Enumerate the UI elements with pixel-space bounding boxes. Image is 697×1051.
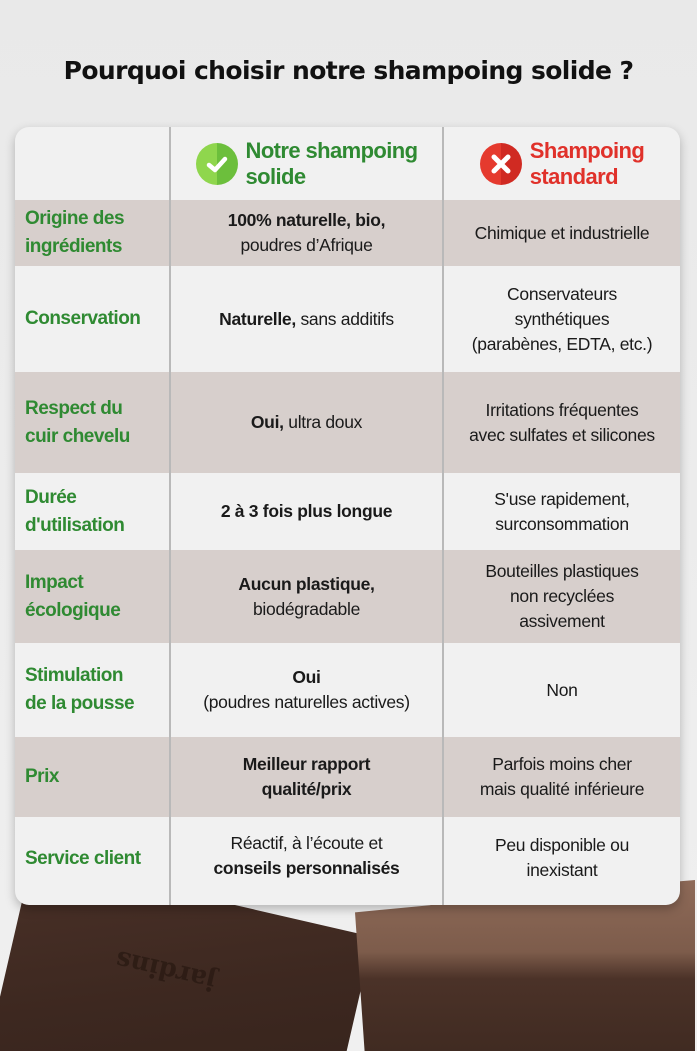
ours-text-bold: 100% naturelle, bio, [227, 210, 386, 230]
criterion-text: Service client [25, 848, 141, 869]
table-row [15, 737, 680, 817]
ours-text-bold: qualité/prix [261, 779, 352, 799]
standard-text: avec sulfates et silicones [469, 424, 655, 445]
standard-cell [444, 643, 680, 737]
ours-text-bold: conseils personnalisés [213, 858, 400, 878]
criterion-cell [15, 817, 169, 905]
standard-text: Non [546, 679, 578, 700]
standard-text: Conservateurs [507, 283, 617, 304]
standard-cell [444, 266, 680, 372]
x-circle-icon [480, 143, 522, 185]
standard-text: mais qualité inférieure [479, 779, 645, 799]
header-standard [444, 127, 680, 200]
criterion-text: écologique [25, 599, 121, 621]
criterion-cell [15, 266, 169, 372]
ours-text-bold: Oui, [250, 412, 284, 432]
ours-cell [169, 643, 444, 737]
standard-text: inexistant [526, 860, 598, 880]
criterion-text: cuir chevelu [25, 425, 130, 447]
ours-cell [169, 200, 444, 266]
standard-cell [444, 473, 680, 550]
standard-cell [444, 817, 680, 905]
criterion-cell [15, 200, 169, 266]
header-standard-line1: Shampoing [529, 137, 645, 163]
standard-text: Irritations fréquentes [485, 399, 639, 420]
standard-cell [444, 200, 680, 266]
standard-cell [444, 737, 680, 817]
soap-stamp-text: jardins [112, 943, 219, 997]
criterion-cell [15, 473, 169, 550]
page-title: Pourquoi choisir notre shampoing solide ? [63, 56, 634, 85]
criterion-text: Prix [25, 766, 59, 787]
header-ours [169, 127, 444, 200]
ours-cell [169, 550, 444, 643]
criterion-cell [15, 643, 169, 737]
header-ours-line1: Notre shampoing [245, 137, 418, 163]
standard-text: Bouteilles plastiques [485, 561, 639, 581]
ours-text: Réactif, à l’écoute et [230, 833, 383, 853]
ours-text-bold: Naturelle, [219, 308, 296, 329]
criterion-text: ingrédients [25, 236, 122, 257]
ours-text: sans additifs [295, 308, 394, 329]
criterion-text: Durée [25, 486, 77, 508]
criterion-text: Stimulation [25, 665, 123, 686]
ours-text: (poudres naturelles actives) [203, 692, 410, 712]
ours-cell [169, 372, 444, 473]
ours-text-bold: Aucun plastique, [238, 573, 375, 594]
criterion-cell [15, 550, 169, 643]
table-row [15, 200, 680, 266]
ours-text-bold: 2 à 3 fois plus longue [220, 501, 393, 521]
ours-cell [169, 737, 444, 817]
standard-cell [444, 372, 680, 473]
table-row [15, 473, 680, 550]
criterion-cell [15, 372, 169, 473]
ours-cell [169, 817, 444, 905]
check-circle-icon [196, 143, 238, 185]
standard-text: S'use rapidement, [494, 488, 630, 509]
ours-text: biodégradable [252, 598, 361, 619]
standard-text: Chimique et industrielle [474, 222, 650, 243]
table-row [15, 817, 680, 905]
ours-cell [169, 473, 444, 550]
criterion-text: Origine des [25, 208, 125, 229]
ours-text-bold: Oui [292, 667, 321, 687]
criterion-text: de la pousse [25, 693, 135, 714]
soap-bar-right-image [355, 880, 695, 1051]
table-row [15, 372, 680, 473]
table-row [15, 643, 680, 737]
standard-text: synthétiques [514, 308, 610, 329]
criterion-text: d'utilisation [25, 514, 125, 536]
standard-text: non recyclées [509, 586, 615, 606]
ours-text: poudres d’Afrique [240, 235, 373, 255]
header-ours-line2: solide [245, 163, 306, 189]
ours-text: ultra doux [283, 412, 363, 432]
table-row [15, 550, 680, 643]
standard-cell [444, 550, 680, 643]
standard-text: Parfois moins cher [492, 754, 632, 774]
standard-text: surconsommation [495, 513, 629, 534]
header-standard-line2: standard [529, 163, 618, 189]
standard-text: (parabènes, EDTA, etc.) [471, 333, 653, 354]
header-empty-cell [15, 127, 169, 200]
standard-text: assivement [519, 611, 605, 631]
ours-cell [169, 266, 444, 372]
criterion-text: Respect du [25, 397, 123, 419]
criterion-cell [15, 737, 169, 817]
table-row [15, 266, 680, 372]
criterion-text: Impact [25, 571, 84, 593]
table-header-row [15, 127, 680, 200]
criterion-text: Conservation [25, 308, 141, 329]
comparison-table [15, 127, 680, 905]
standard-text: Peu disponible ou [494, 835, 630, 855]
ours-text-bold: Meilleur rapport [242, 754, 371, 774]
